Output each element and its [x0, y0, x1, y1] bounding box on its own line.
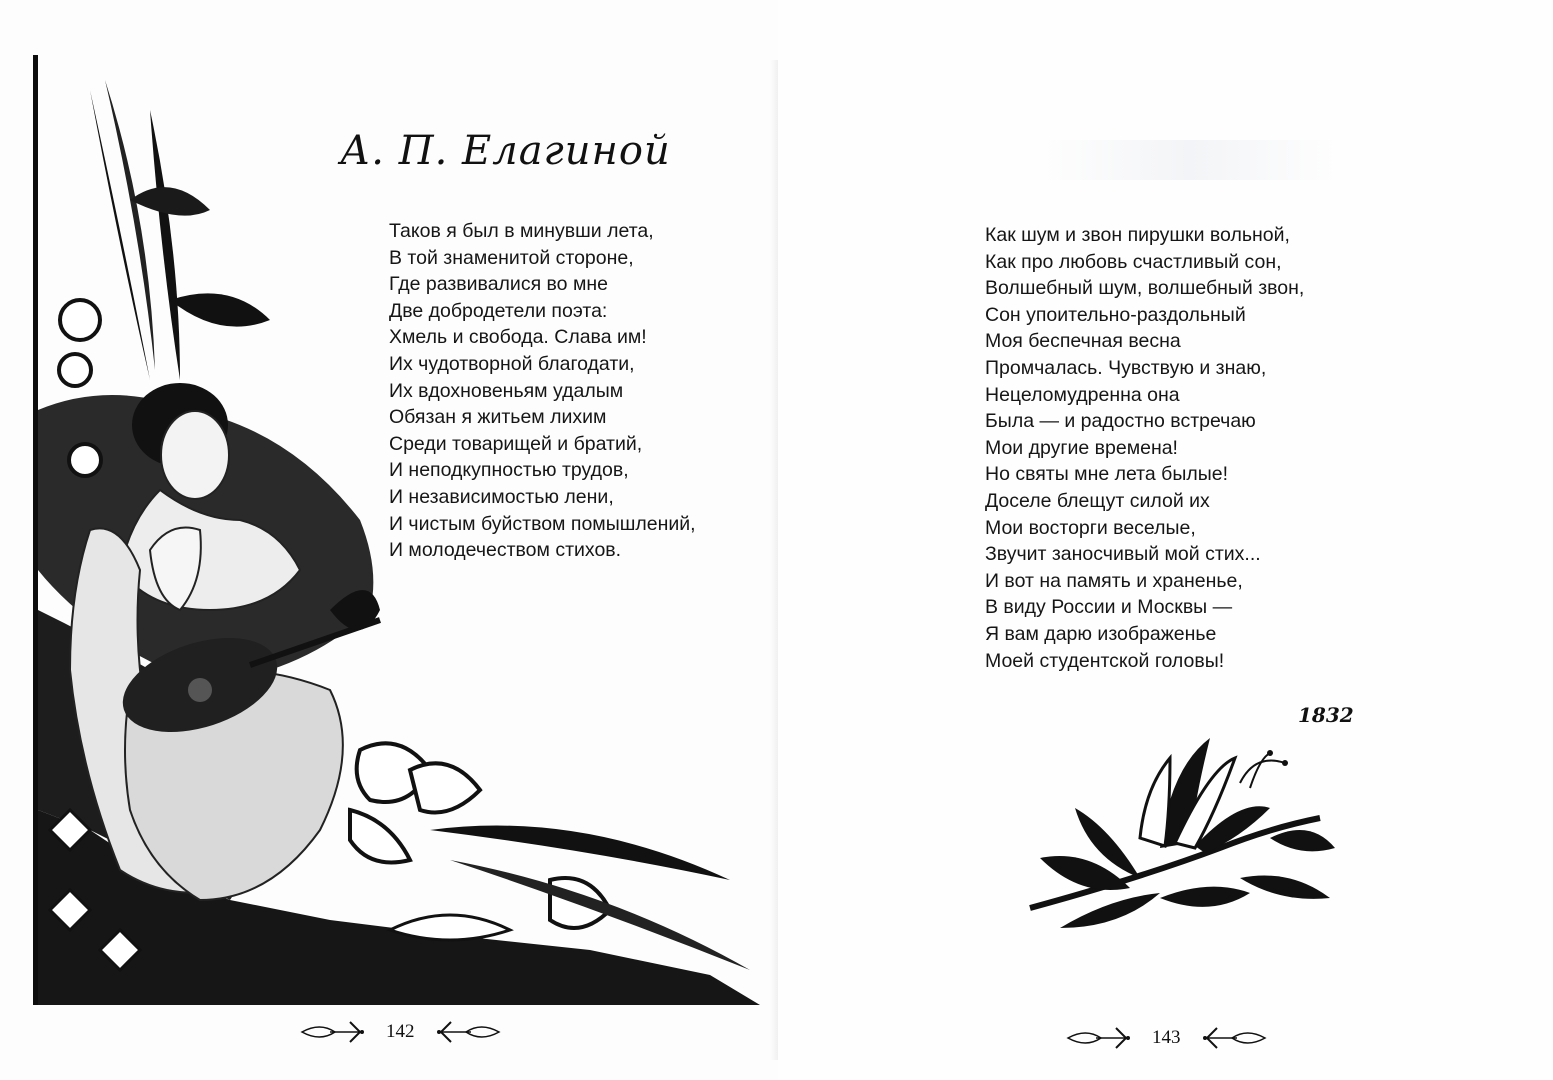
poem-line: В той знаменитой стороне,: [389, 246, 634, 269]
poem-line: Волшебный шум, волшебный звон,: [985, 277, 1305, 300]
poem-line: Мои восторги веселые,: [985, 516, 1196, 539]
poem-line: Доселе блещут силой их: [985, 489, 1210, 512]
left-page-footer: [300, 1017, 501, 1047]
poem-line: Таков я был в минувши лета,: [389, 220, 654, 242]
poem-line: Сон упоительно-раздольный: [985, 303, 1246, 326]
poem-line: И независимостью лени,: [389, 485, 614, 508]
right-stanza: [985, 222, 1304, 674]
poem-line: Хмель и свобода. Слава им!: [389, 326, 647, 349]
poem-line: Нецеломудренна она: [985, 383, 1180, 406]
poem-line: Мои другие времена!: [985, 436, 1178, 459]
poem-line: Я вам дарю изображенье: [985, 622, 1217, 645]
poem-line: Моя беспечная весна: [985, 330, 1181, 353]
page-number: 142: [386, 1021, 415, 1042]
ornament-right-icon: [1197, 1023, 1267, 1053]
poem-title: А. П. Елагиной: [340, 128, 671, 174]
right-page-footer: [1066, 1023, 1267, 1053]
poem-line: Их чудотворной благодати,: [389, 352, 635, 375]
page-number: 143: [1152, 1027, 1181, 1048]
poem-line: Промчалась. Чувствую и знаю,: [985, 356, 1267, 379]
poem-line: Звучит заносчивый мой стих...: [985, 543, 1261, 566]
poem-line: И вот на память и храненье,: [985, 569, 1243, 592]
show-through-shadow: [1040, 140, 1340, 180]
poem-line: Где развивалися во мне: [389, 273, 608, 296]
poem-line: Обязан я житьем лихим: [389, 406, 607, 429]
poem-year: 1832: [1298, 703, 1354, 727]
poem-line: Как про любовь счастливый сон,: [985, 250, 1282, 273]
ornament-right-icon: [431, 1017, 501, 1047]
poem-line: Их вдохновеньям удалым: [389, 379, 624, 402]
poem-line: И неподкупностью трудов,: [389, 459, 629, 482]
poem-line: И молодечеством стихов.: [389, 539, 622, 562]
ornament-left-icon: [1066, 1023, 1136, 1053]
poem-line: Две добродетели поэта:: [389, 299, 608, 322]
poem-line: Моей студентской головы!: [985, 649, 1225, 672]
left-stanza: [389, 218, 696, 564]
poem-line: В виду России и Москвы —: [985, 596, 1233, 619]
poem-line: Была — и радостно встречаю: [985, 410, 1256, 433]
poem-line: Но святы мне лета былые!: [985, 463, 1228, 486]
lily-branch-illustration: [1020, 728, 1340, 938]
ornament-left-icon: [300, 1017, 370, 1047]
poem-line: И чистым буйством помышлений,: [389, 512, 696, 535]
poem-line: Среди товарищей и братий,: [389, 432, 643, 455]
poem-line: Как шум и звон пирушки вольной,: [985, 224, 1290, 246]
